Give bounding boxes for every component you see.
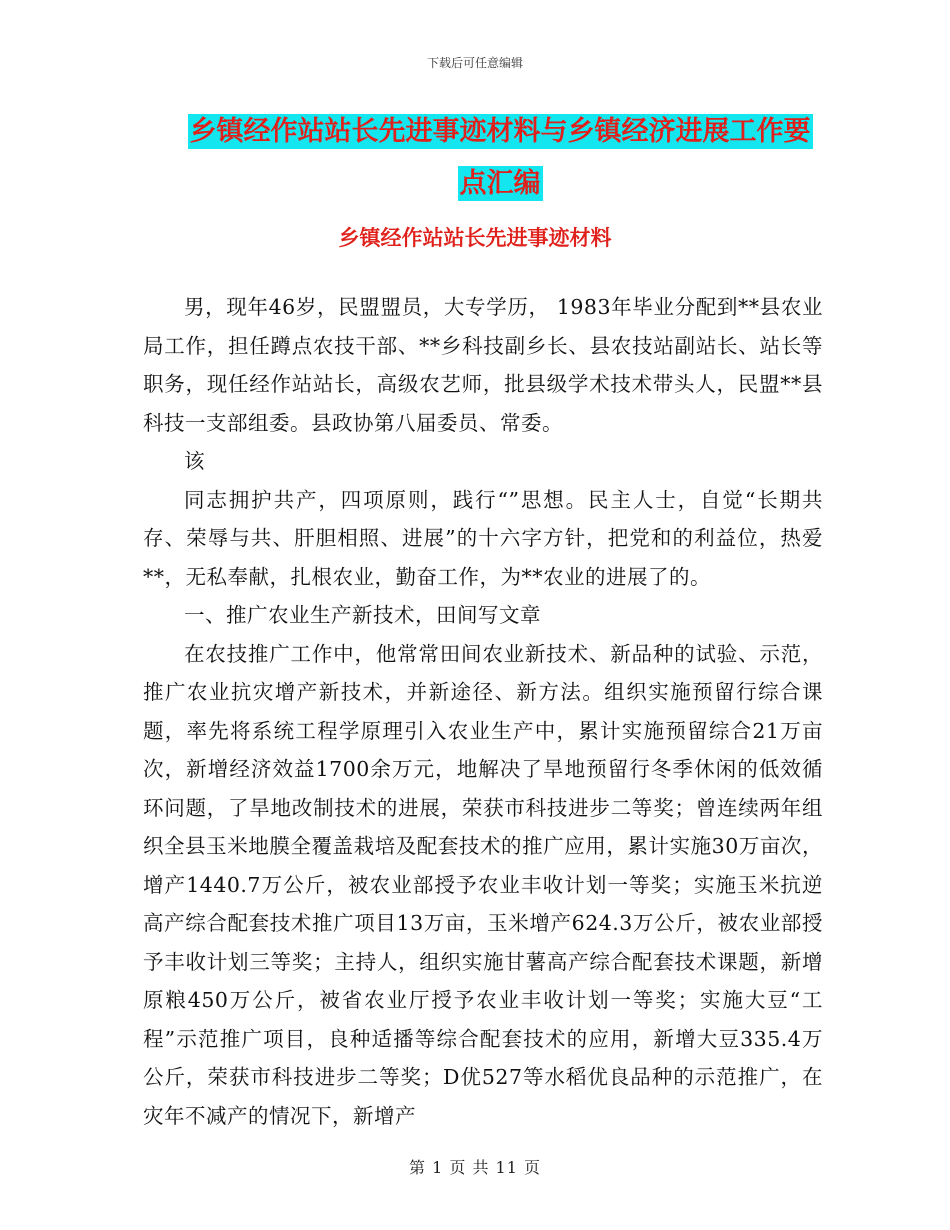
- paragraph: 在农技推广工作中，他常常田间农业新技术、新品种的试验、示范，推广农业抗灾增产新技术，并新途径、新方法。组织实施预留行综合课题，率先将系统工程学原理引入农业生产中，累计实施预留综合21万亩次，新增经济效益1700余万元，地解决了旱地预留行冬季休闲的低效循环问题，了旱地改制技术的进展，荣获市科技进步二等奖；曾连续两年组织全县玉米地膜全覆盖栽培及配套技术的推广应用，累计实施30万亩次，增产1440.7万公斤，被农业部授予农业丰收计划一等奖；实施玉米抗逆高产综合配套技术推广项目13万亩，玉米增产624.3万公斤，被农业部授予丰收计划三等奖；主持人，组织实施甘薯高产综合配套技术课题，新增原粮450万公斤，被省农业厅授予农业丰收计划一等奖；实施大豆“工程”示范推广项目，良种适播等综合配套技术的应用，新增大豆335.4万公斤，荣获市科技进步二等奖；D优527等水稻优良品种的示范推广，在灾年不减产的情况下，新增产: [143, 641, 823, 1128]
- section-heading: 一、推广农业生产新技术，田间写文章: [184, 603, 541, 627]
- header-note: 下载后可任意编辑: [426, 56, 523, 70]
- document-body: [143, 288, 823, 1135]
- paragraph: 男，现年46岁，民盟盟员，大专学历， 1983年毕业分配到**县农业局工作，担任蹲点农技干部、**乡科技副乡长、县农技站副站长、站长等职务，现任经作站站长，高级农艺师，批县级学术技术带头人，民盟**县科技一支部组委。县政协第八届委员、常委。: [143, 295, 823, 435]
- page-footer: 第 1 页 共 11 页: [409, 1158, 541, 1177]
- section-title: 乡镇经作站站长先进事迹材料: [338, 226, 612, 250]
- document-title: [150, 106, 850, 210]
- title-line-1: 乡镇经作站站长先进事迹材料与乡镇经济进展工作要: [189, 116, 811, 147]
- title-line-2: 点汇编: [459, 168, 541, 199]
- paragraph: 该: [184, 449, 205, 473]
- paragraph: 同志拥护共产，四项原则，践行“”思想。民主人士，自觉“长期共存、荣辱与共、肝胆相照、进展”的十六字方针，把党和的利益位，热爱**，无私奉献，扎根农业，勤奋工作，为**农业的进展了的。: [143, 487, 823, 589]
